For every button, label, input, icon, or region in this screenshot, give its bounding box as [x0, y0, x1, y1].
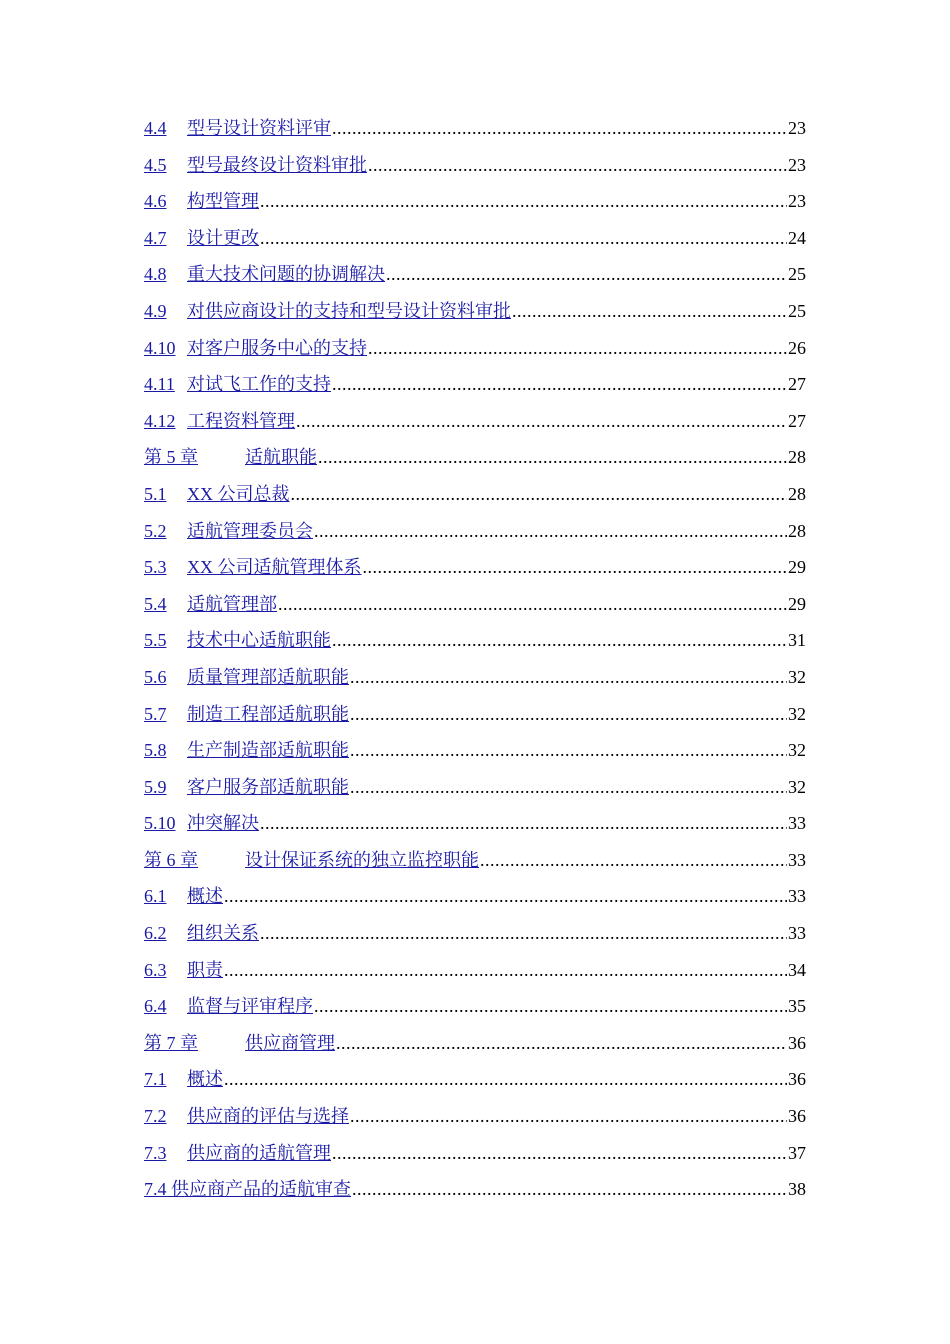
toc-entry-number[interactable]: 6.3: [144, 959, 167, 980]
toc-entry-title[interactable]: 技术中心适航职能: [187, 630, 331, 651]
toc-entry-page: 28: [788, 483, 806, 504]
toc-entry-title[interactable]: 型号设计资料评审: [187, 118, 331, 138]
toc-entry-title[interactable]: 生产制造部适航职能: [187, 740, 349, 761]
toc-chapter-entry[interactable]: [144, 842, 806, 879]
toc-entry[interactable]: [144, 330, 806, 367]
toc-entry-page: 36: [788, 1069, 806, 1090]
dot-leader: [291, 476, 788, 513]
dot-leader: [350, 1098, 787, 1135]
toc-chapter-entry[interactable]: [144, 439, 806, 476]
dot-leader: [314, 513, 787, 550]
toc-entry-number[interactable]: 5.4: [144, 593, 167, 614]
table-of-contents: [144, 110, 806, 1208]
dot-leader: [318, 439, 787, 476]
dot-leader: [314, 988, 787, 1025]
toc-entry-page: 27: [788, 410, 806, 431]
toc-entry-title[interactable]: 制造工程部适航职能: [187, 703, 349, 724]
dot-leader: [480, 842, 787, 879]
toc-chapter-title[interactable]: 适航职能: [245, 447, 317, 468]
toc-entry-page: 23: [788, 191, 806, 212]
dot-leader: [224, 1061, 787, 1098]
dot-leader: [296, 403, 787, 440]
toc-entry-number[interactable]: 5.7: [144, 703, 167, 724]
dot-leader: [350, 732, 787, 769]
toc-entry-title[interactable]: 型号最终设计资料审批: [187, 154, 367, 175]
toc-entry-number[interactable]: 6.4: [144, 996, 167, 1017]
toc-entry-number[interactable]: 7.2: [144, 1106, 167, 1127]
dot-leader: [368, 330, 787, 367]
toc-entry[interactable]: [144, 805, 806, 842]
dot-leader: [224, 952, 787, 989]
toc-entry-title[interactable]: 对试飞工作的支持: [187, 374, 331, 395]
toc-entry-page: 28: [788, 447, 806, 468]
toc-entry-page: 36: [788, 1032, 806, 1053]
dot-leader: [363, 549, 788, 586]
toc-entry-title[interactable]: 适航管理部: [187, 593, 277, 614]
toc-entry-number[interactable]: 5.3: [144, 557, 167, 578]
toc-entry-page: 32: [788, 740, 806, 761]
toc-entry[interactable]: [144, 366, 806, 403]
toc-entry-page: 23: [788, 118, 806, 138]
toc-entry-page: 28: [788, 520, 806, 541]
toc-entry-page: 37: [788, 1142, 806, 1163]
toc-entry[interactable]: [144, 659, 806, 696]
toc-entry-title[interactable]: 供应商的适航管理: [187, 1142, 331, 1163]
toc-entry-page: 24: [788, 227, 806, 248]
toc-entry-number[interactable]: 5.2: [144, 520, 167, 541]
toc-entry-title[interactable]: 重大技术问题的协调解决: [187, 264, 385, 285]
toc-entry-title[interactable]: 构型管理: [187, 191, 259, 212]
toc-entry-title[interactable]: 对客户服务中心的支持: [187, 337, 367, 358]
toc-entry-title[interactable]: 概述: [187, 886, 223, 907]
toc-entry-number[interactable]: 4.8: [144, 264, 167, 285]
toc-entry-number[interactable]: 7.1: [144, 1069, 167, 1090]
toc-entry[interactable]: [144, 1061, 806, 1098]
toc-entry-number[interactable]: 7.3: [144, 1142, 167, 1163]
dot-leader: [368, 147, 787, 184]
toc-entry[interactable]: [144, 915, 806, 952]
toc-entry-title[interactable]: XX 公司总裁: [187, 483, 290, 504]
dot-leader: [260, 805, 787, 842]
toc-entry-page: 25: [788, 264, 806, 285]
toc-entry-number[interactable]: 5.6: [144, 666, 167, 687]
toc-entry-title[interactable]: 监督与评审程序: [187, 996, 313, 1017]
toc-entry-page: 35: [788, 996, 806, 1017]
toc-entry-number[interactable]: 5.5: [144, 630, 167, 651]
toc-entry[interactable]: [144, 622, 806, 659]
toc-entry-page: 23: [788, 154, 806, 175]
dot-leader: [260, 220, 787, 257]
toc-entry-title[interactable]: 概述: [187, 1069, 223, 1090]
toc-entry-number[interactable]: 5.9: [144, 776, 167, 797]
toc-entry-number[interactable]: 4.4: [144, 118, 167, 138]
dot-leader: [350, 769, 787, 806]
toc-entry-title[interactable]: 对供应商设计的支持和型号设计资料审批: [187, 300, 511, 321]
toc-entry-number[interactable]: 6.2: [144, 923, 167, 944]
toc-entry-number[interactable]: 4.10: [144, 337, 176, 358]
toc-entry-page: 32: [788, 703, 806, 724]
toc-entry-number[interactable]: 4.11: [144, 374, 175, 395]
toc-entry-page: 25: [788, 300, 806, 321]
toc-entry[interactable]: [144, 952, 806, 989]
toc-entry-page: 29: [788, 557, 806, 578]
toc-entry[interactable]: [144, 513, 806, 550]
toc-entry[interactable]: [144, 586, 806, 623]
toc-entry[interactable]: [144, 549, 806, 586]
dot-leader: [260, 183, 787, 220]
toc-entry[interactable]: [144, 1135, 806, 1172]
toc-entry-page: 33: [788, 813, 806, 834]
toc-entry[interactable]: [144, 476, 806, 513]
dot-leader: [352, 1171, 787, 1208]
toc-entry-page: 27: [788, 374, 806, 395]
toc-chapter-title[interactable]: 供应商管理: [245, 1032, 335, 1053]
toc-chapter-label[interactable]: 第 7 章: [144, 1032, 198, 1053]
toc-entry[interactable]: [144, 696, 806, 733]
toc-entry[interactable]: [144, 183, 806, 220]
toc-entry[interactable]: [144, 147, 806, 184]
toc-entry[interactable]: [144, 732, 806, 769]
dot-leader: [278, 586, 787, 623]
toc-entry[interactable]: [144, 293, 806, 330]
toc-entry-page: 32: [788, 776, 806, 797]
toc-entry[interactable]: [144, 878, 806, 915]
toc-entry-page: 31: [788, 630, 806, 651]
toc-entry[interactable]: [144, 1171, 806, 1208]
toc-entry[interactable]: [144, 256, 806, 293]
toc-entry-page: 38: [788, 1179, 806, 1200]
toc-entry-number[interactable]: 5.8: [144, 740, 167, 761]
toc-entry-number[interactable]: 4.12: [144, 410, 176, 431]
toc-entry-title[interactable]: 质量管理部适航职能: [187, 666, 349, 687]
toc-entry[interactable]: [144, 1098, 806, 1135]
toc-entry-page: 26: [788, 337, 806, 358]
toc-entry-title[interactable]: 组织关系: [187, 923, 259, 944]
toc-entry-title[interactable]: 适航管理委员会: [187, 520, 313, 541]
dot-leader: [260, 915, 787, 952]
toc-entry[interactable]: [144, 403, 806, 440]
toc-entry[interactable]: [144, 769, 806, 806]
dot-leader: [350, 659, 787, 696]
toc-entry-number[interactable]: 4.5: [144, 154, 167, 175]
toc-entry-page: 32: [788, 666, 806, 687]
toc-entry-page: 33: [788, 886, 806, 907]
dot-leader: [350, 696, 787, 733]
dot-leader: [336, 1025, 787, 1062]
toc-entry[interactable]: [144, 220, 806, 257]
toc-entry-page: 29: [788, 593, 806, 614]
dot-leader: [332, 366, 787, 403]
toc-entry-number[interactable]: 5.10: [144, 813, 176, 834]
toc-chapter-label[interactable]: 第 6 章: [144, 849, 198, 870]
dot-leader: [386, 256, 787, 293]
toc-entry[interactable]: [144, 988, 806, 1025]
toc-chapter-label[interactable]: 第 5 章: [144, 447, 198, 468]
toc-entry[interactable]: [144, 110, 806, 147]
toc-entry-title[interactable]: 职责: [187, 959, 223, 980]
toc-entry-page: 34: [788, 959, 806, 980]
dot-leader: [512, 293, 787, 330]
toc-entry-title[interactable]: 供应商的评估与选择: [187, 1106, 349, 1127]
dot-leader: [224, 878, 787, 915]
toc-entry-title[interactable]: 客户服务部适航职能: [187, 776, 349, 797]
toc-entry-number[interactable]: 4.7: [144, 227, 167, 248]
toc-entry-page: 33: [788, 923, 806, 944]
toc-entry-title[interactable]: 工程资料管理: [187, 410, 295, 431]
toc-entry-page: 33: [788, 849, 806, 870]
toc-entry-title[interactable]: XX 公司适航管理体系: [187, 557, 362, 578]
toc-chapter-entry[interactable]: [144, 1025, 806, 1062]
toc-chapter-title[interactable]: 设计保证系统的独立监控职能: [245, 849, 479, 870]
toc-entry-number[interactable]: 6.1: [144, 886, 167, 907]
toc-entry-title[interactable]: 冲突解决: [187, 813, 259, 834]
toc-entry-number[interactable]: 4.9: [144, 300, 167, 321]
dot-leader: [332, 110, 787, 147]
toc-entry-title[interactable]: 设计更改: [187, 227, 259, 248]
toc-entry-page: 36: [788, 1106, 806, 1127]
dot-leader: [332, 1135, 787, 1172]
toc-entry-number[interactable]: 5.1: [144, 483, 167, 504]
toc-entry-title[interactable]: 7.4 供应商产品的适航审查: [144, 1179, 351, 1200]
dot-leader: [332, 622, 787, 659]
toc-entry-number[interactable]: 4.6: [144, 191, 167, 212]
